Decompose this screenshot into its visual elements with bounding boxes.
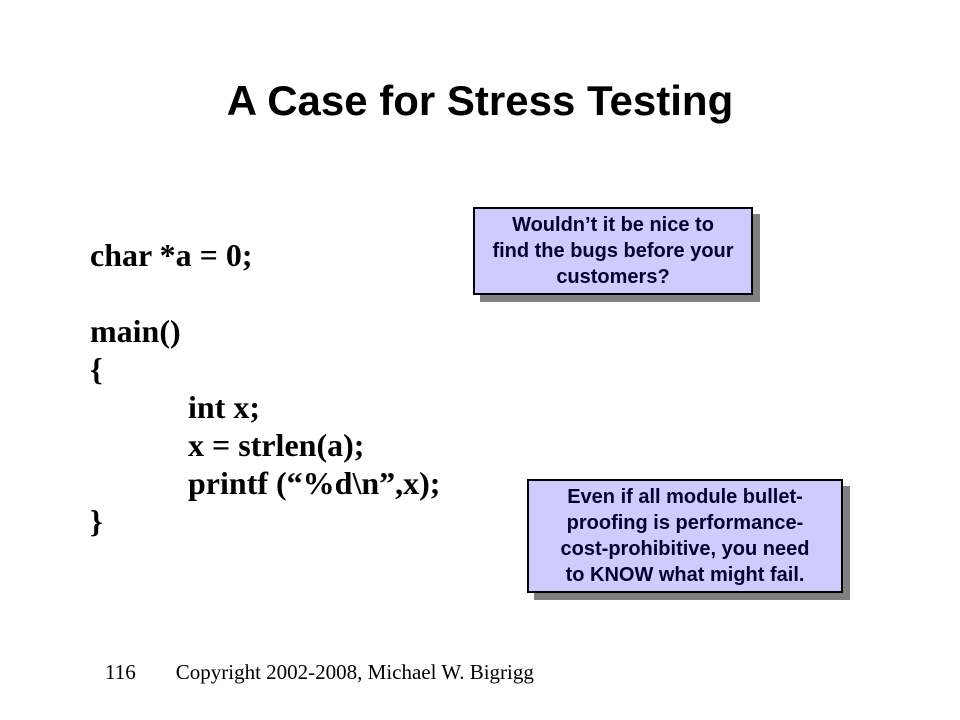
slide-title: A Case for Stress Testing xyxy=(226,77,734,124)
code-line: printf (“%d\n”,x); xyxy=(188,465,441,501)
callout-box-know-what-might-fail xyxy=(527,479,843,593)
code-line: main() xyxy=(90,313,181,349)
code-line: char *a = 0; xyxy=(90,237,253,273)
callout-line: proofing is performance- xyxy=(566,512,804,534)
page-number: 116 xyxy=(105,660,136,684)
callout-line: cost-prohibitive, you need xyxy=(560,538,810,560)
code-line: int x; xyxy=(188,389,260,425)
callout-line: find the bugs before your xyxy=(492,240,734,262)
copyright-text: Copyright 2002-2008, Michael W. Bigrigg xyxy=(175,660,534,684)
code-line-blank xyxy=(90,274,440,312)
code-line: } xyxy=(90,503,103,539)
callout-line: customers? xyxy=(556,266,670,288)
code-block xyxy=(90,236,440,540)
slide-footer xyxy=(105,660,534,684)
callout-box-wouldnt-it-be-nice xyxy=(473,207,753,295)
code-line: { xyxy=(90,351,103,387)
code-line: x = strlen(a); xyxy=(188,427,365,463)
callout-line: to KNOW what might fail. xyxy=(565,564,805,586)
callout-line: Wouldn’t it be nice to xyxy=(512,214,714,236)
callout-line: Even if all module bullet- xyxy=(567,486,803,508)
